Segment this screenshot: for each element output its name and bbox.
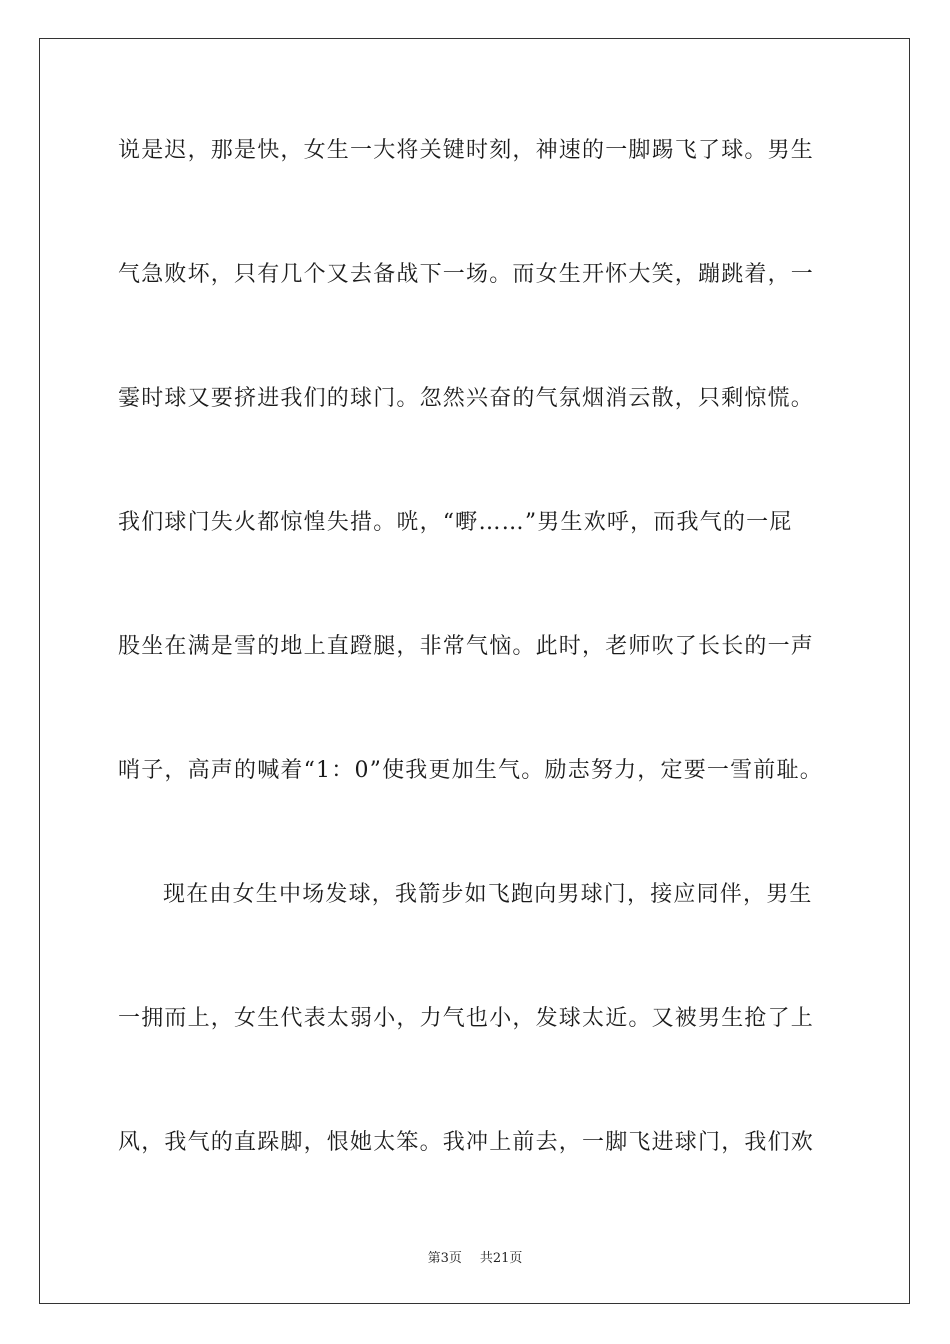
- page-number: 第3页: [427, 1251, 462, 1266]
- page-total: 共21页: [479, 1251, 523, 1266]
- paragraph-line: 股坐在满是雪的地上直蹬腿，非常气恼。此时，老师吹了长长的一声: [118, 634, 815, 659]
- paragraph-line: 说是迟，那是快，女生一大将关键时刻，神速的一脚踢飞了球。男生: [118, 138, 815, 163]
- paragraph-line: 哨子，高声的喊着“1：0”使我更加生气。励志努力，定要一雪前耻。: [118, 758, 823, 783]
- paragraph-line: 一拥而上，女生代表太弱小，力气也小，发球太近。又被男生抢了上: [118, 1006, 815, 1031]
- paragraph-line-indented: 现在由女生中场发球，我箭步如飞跑向男球门，接应同伴，男生: [163, 882, 813, 907]
- paragraph-line: 霎时球又要挤进我们的球门。忽然兴奋的气氛烟消云散，只剩惊慌。: [118, 386, 815, 411]
- paragraph-line: 我们球门失火都惊惶失措。咣，“嘢……”男生欢呼，而我气的一屁: [118, 510, 793, 535]
- paragraph-line: 气急败坏，只有几个又去备战下一场。而女生开怀大笑，蹦跳着，一: [118, 262, 815, 287]
- paragraph-line: 风，我气的直跺脚，恨她太笨。我冲上前去，一脚飞进球门，我们欢: [118, 1130, 815, 1155]
- page-footer: [0, 1247, 950, 1266]
- page-border: [39, 38, 910, 1304]
